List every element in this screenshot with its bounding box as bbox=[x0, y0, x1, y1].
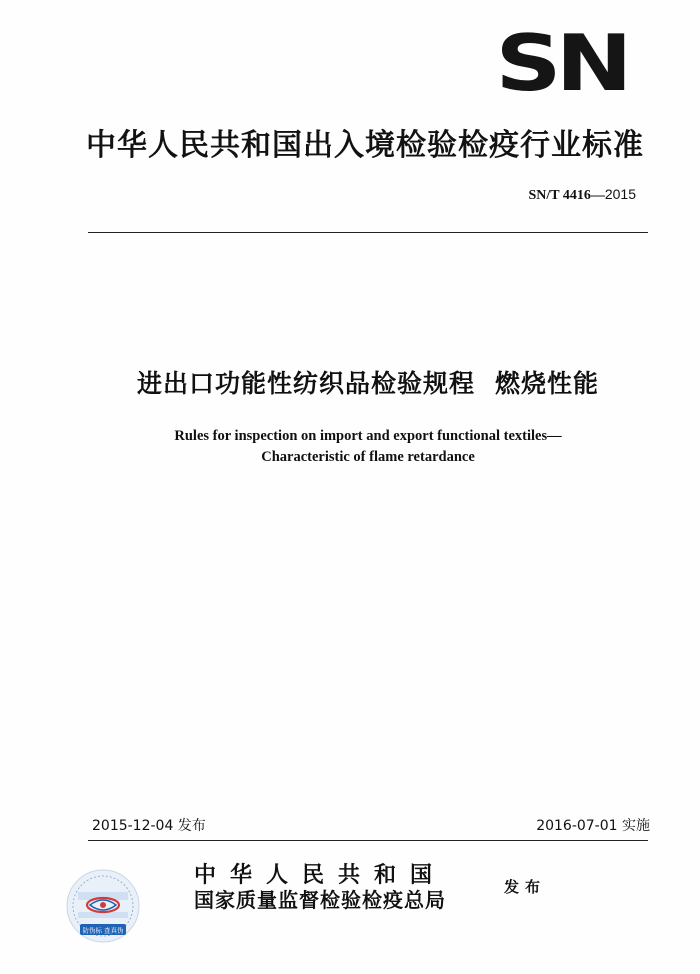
sn-logo-text: SN bbox=[495, 19, 627, 102]
sn-logo-graphic bbox=[476, 18, 646, 102]
publish-label: 发布 bbox=[504, 878, 547, 896]
implementation-date: 2016-07-01 实施 bbox=[536, 818, 650, 834]
chinese-title-main: 进出口功能性纺织品检验规程 bbox=[136, 369, 475, 398]
issuing-body-title: 中华人民共和国出入境检验检疫行业标准 bbox=[86, 128, 644, 163]
english-title-line-1: Rules for inspection on import and export functional textiles— bbox=[174, 428, 562, 444]
standard-dash: — bbox=[590, 188, 605, 203]
english-title bbox=[88, 426, 648, 468]
top-divider bbox=[88, 232, 648, 233]
sn-logo bbox=[476, 18, 646, 102]
seal-graphic bbox=[58, 866, 148, 946]
seal-bottom-text: 防伪标 查真伪 bbox=[82, 926, 124, 935]
bottom-divider bbox=[88, 840, 648, 841]
english-title-line-2: Characteristic of flame retardance bbox=[261, 449, 475, 465]
chinese-title-sub: 燃烧性能 bbox=[495, 369, 600, 398]
issuer-country: 中华人民共和国 bbox=[194, 862, 447, 888]
issuer-agency: 国家质量监督检验检疫总局 bbox=[194, 888, 446, 912]
standard-code: SN/T 4416 bbox=[528, 188, 591, 203]
chinese-title bbox=[88, 364, 648, 400]
issue-date: 2015-12-04 发布 bbox=[92, 818, 206, 834]
standard-number bbox=[528, 186, 636, 204]
anti-counterfeit-seal-icon bbox=[58, 866, 148, 946]
standard-year: 2015 bbox=[604, 186, 636, 202]
